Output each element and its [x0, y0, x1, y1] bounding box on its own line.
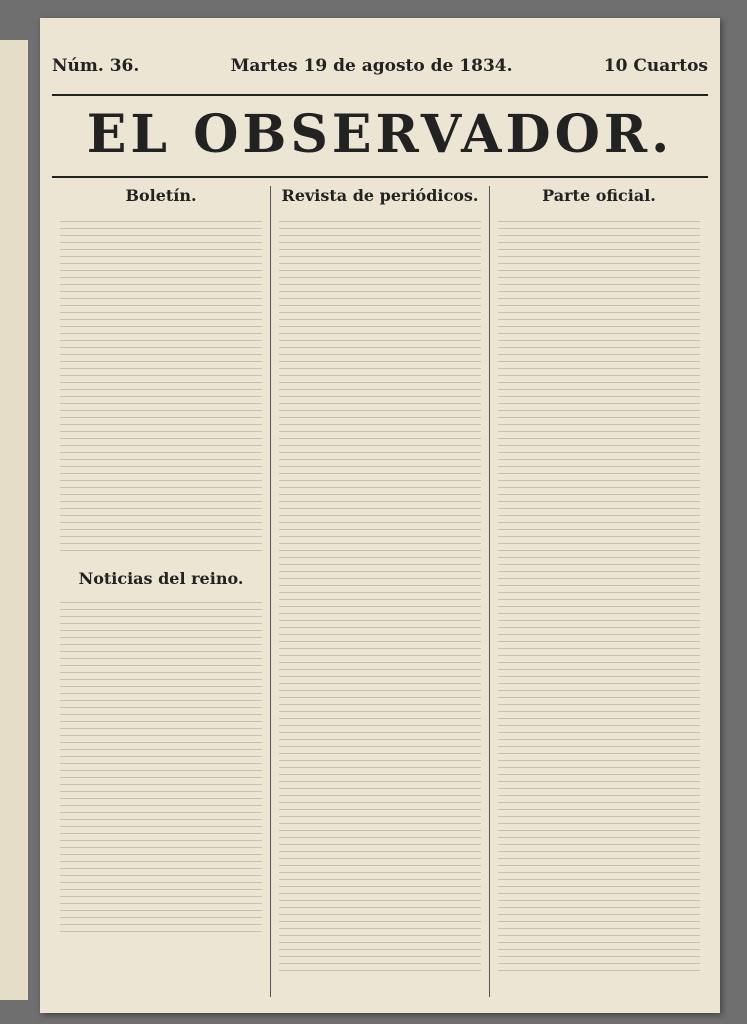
column-heading: Boletín.	[125, 186, 197, 205]
issue-number: Núm. 36.	[52, 56, 140, 76]
column-revista	[271, 186, 490, 997]
body-text-block	[60, 215, 262, 555]
columns	[52, 186, 708, 997]
column-parte-oficial	[490, 186, 708, 997]
body-text-block	[60, 596, 262, 936]
issue-price: 10 Cuartos	[603, 56, 708, 76]
masthead-title: EL OBSERVADOR.	[86, 104, 674, 165]
column-heading: Parte oficial.	[542, 186, 656, 205]
column-boletin	[52, 186, 271, 997]
newspaper-page	[40, 18, 720, 1013]
body-text-block	[498, 215, 700, 975]
body-text-block	[279, 215, 481, 975]
page-edge-previous	[0, 40, 28, 1000]
masthead-rule	[52, 176, 708, 178]
issue-date: Martes 19 de agosto de 1834.	[230, 56, 513, 76]
section-heading-noticias: Noticias del reino.	[78, 569, 244, 588]
issue-line	[52, 56, 708, 76]
top-rule	[52, 94, 708, 96]
column-heading: Revista de periódicos.	[281, 186, 479, 205]
